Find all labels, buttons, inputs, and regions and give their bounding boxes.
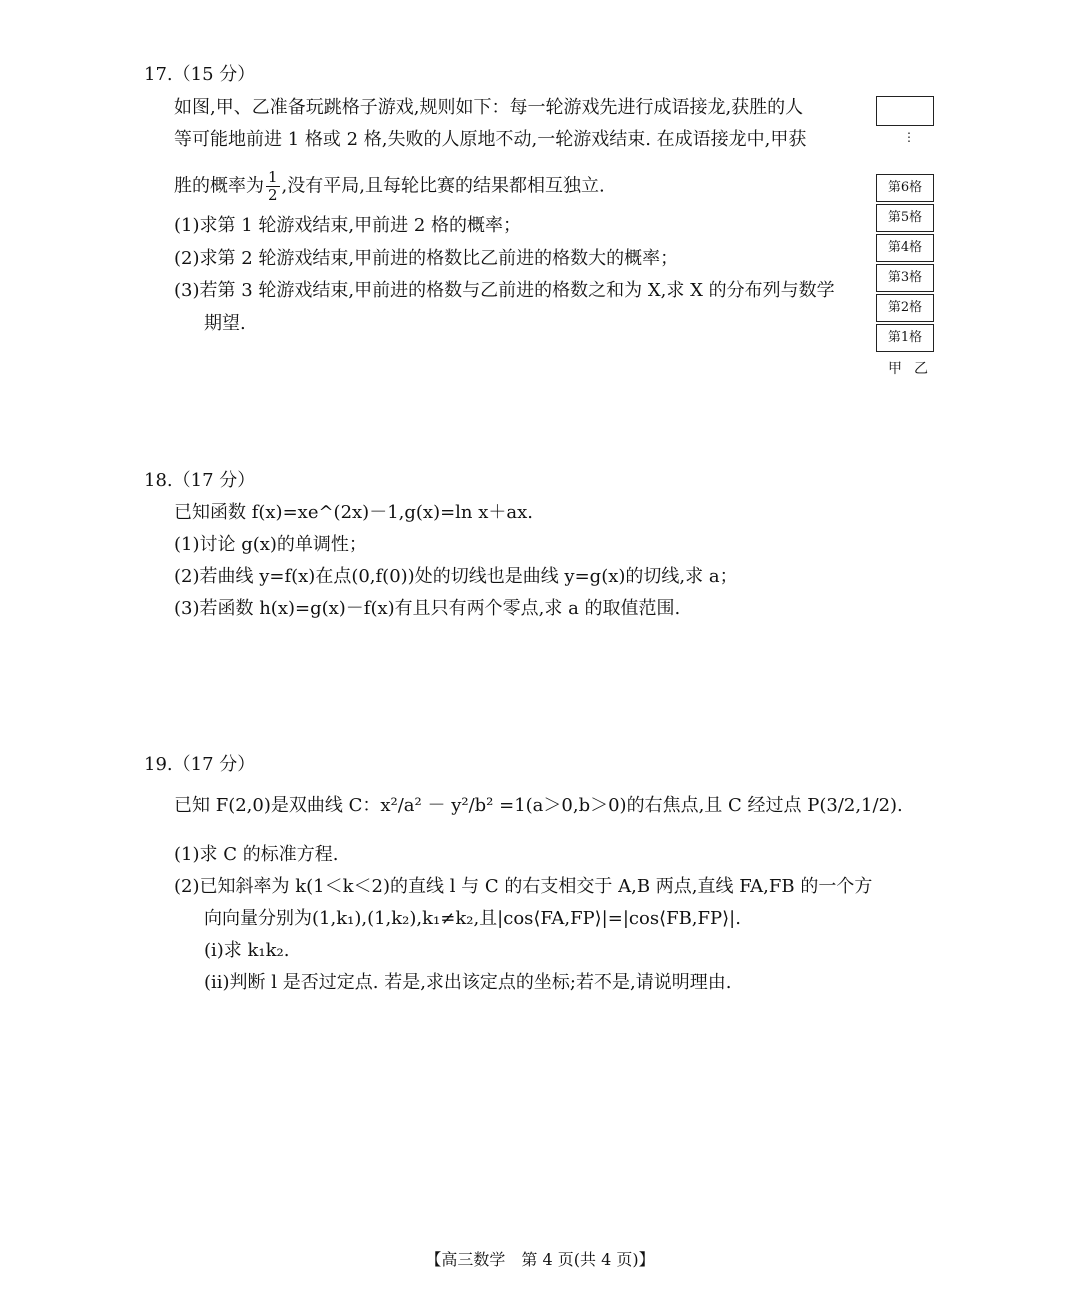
problem-17-part-2: (2)求第 2 轮游戏结束,甲前进的格数比乙前进的格数大的概率； <box>174 248 679 269</box>
grid-cell-1: 第1格 <box>876 324 934 352</box>
problem-17-header: 17.（15 分） <box>144 64 256 85</box>
grid-cell-3: 第3格 <box>876 264 934 292</box>
grid-cell-5: 第5格 <box>876 204 934 232</box>
problem-17-line-3a: 胜的概率为 <box>174 175 264 197</box>
one-half-fraction <box>266 170 280 203</box>
problem-17-line-1: 如图,甲、乙准备玩跳格子游戏,规则如下：每一轮游戏先进行成语接龙,获胜的人 <box>174 97 804 118</box>
fraction-numerator: 1 <box>268 168 278 186</box>
problem-19-header: 19.（17 分） <box>144 754 256 775</box>
problem-19 <box>144 752 944 1002</box>
problem-18-header: 18.（17 分） <box>144 470 256 491</box>
problem-18-part-1: (1)讨论 g(x)的单调性； <box>174 534 367 555</box>
problem-19-part-2-cont: 向向量分别为(1,k₁),(1,k₂),k₁≠k₂,且|cos⟨FA,FP⟩|=|cos⟨FB,FP⟩|. <box>204 908 741 929</box>
grid-top-box <box>876 96 934 126</box>
grid-cell-4: 第4格 <box>876 234 934 262</box>
problem-17-line-3b: ,没有平局,且每轮比赛的结果都相互独立. <box>281 175 605 197</box>
problem-17-part-3-cont: 期望. <box>204 313 246 334</box>
fraction-denominator: 2 <box>268 186 278 204</box>
problem-19-part-2: (2)已知斜率为 k(1＜k＜2)的直线 l 与 C 的右支相交于 A,B 两点,直线 FA,FB 的一个方 <box>174 876 873 897</box>
problem-19-part-1: (1)求 C 的标准方程. <box>174 844 339 865</box>
problem-17-line-2: 等可能地前进 1 格或 2 格,失败的人原地不动,一轮游戏结束. 在成语接龙中,甲获 <box>174 129 807 150</box>
label-jia: 甲 <box>888 361 902 377</box>
problem-19-part-2-i: (ⅰ)求 k₁k₂. <box>204 940 290 961</box>
page-footer: 【高三数学 第 4 页(共 4 页)】 <box>425 1250 655 1269</box>
problem-18-part-2: (2)若曲线 y=f(x)在点(0,f(0))处的切线也是曲线 y=g(x)的切线,求 a； <box>174 566 738 587</box>
problem-18-line-1: 已知函数 f(x)=xe^(2x)－1,g(x)=ln x＋ax. <box>174 502 533 523</box>
ellipsis-dots: ⋮ <box>903 130 915 144</box>
problem-17-line-3 <box>174 170 605 203</box>
problem-18-part-3: (3)若函数 h(x)=g(x)－f(x)有且只有两个零点,求 a 的取值范围. <box>174 598 681 619</box>
problem-19-part-2-ii: (ⅱ)判断 l 是否过定点. 若是,求出该定点的坐标;若不是,请说明理由. <box>204 972 732 993</box>
grid-cell-2: 第2格 <box>876 294 934 322</box>
problem-17-part-1: (1)求第 1 轮游戏结束,甲前进 2 格的概率； <box>174 215 522 236</box>
grid-cell-6: 第6格 <box>876 174 934 202</box>
problem-17 <box>144 62 944 382</box>
problem-17-part-3: (3)若第 3 轮游戏结束,甲前进的格数与乙前进的格数之和为 X,求 X 的分布列与数学 <box>174 280 835 301</box>
label-yi: 乙 <box>914 361 928 377</box>
hopscotch-grid-figure <box>876 96 938 376</box>
problem-19-line-1: 已知 F(2,0)是双曲线 C：x²/a² － y²/b² =1(a＞0,b＞0)的右焦点,且 C 经过点 P(3/2,1/2). <box>174 795 903 816</box>
problem-18 <box>144 468 944 628</box>
